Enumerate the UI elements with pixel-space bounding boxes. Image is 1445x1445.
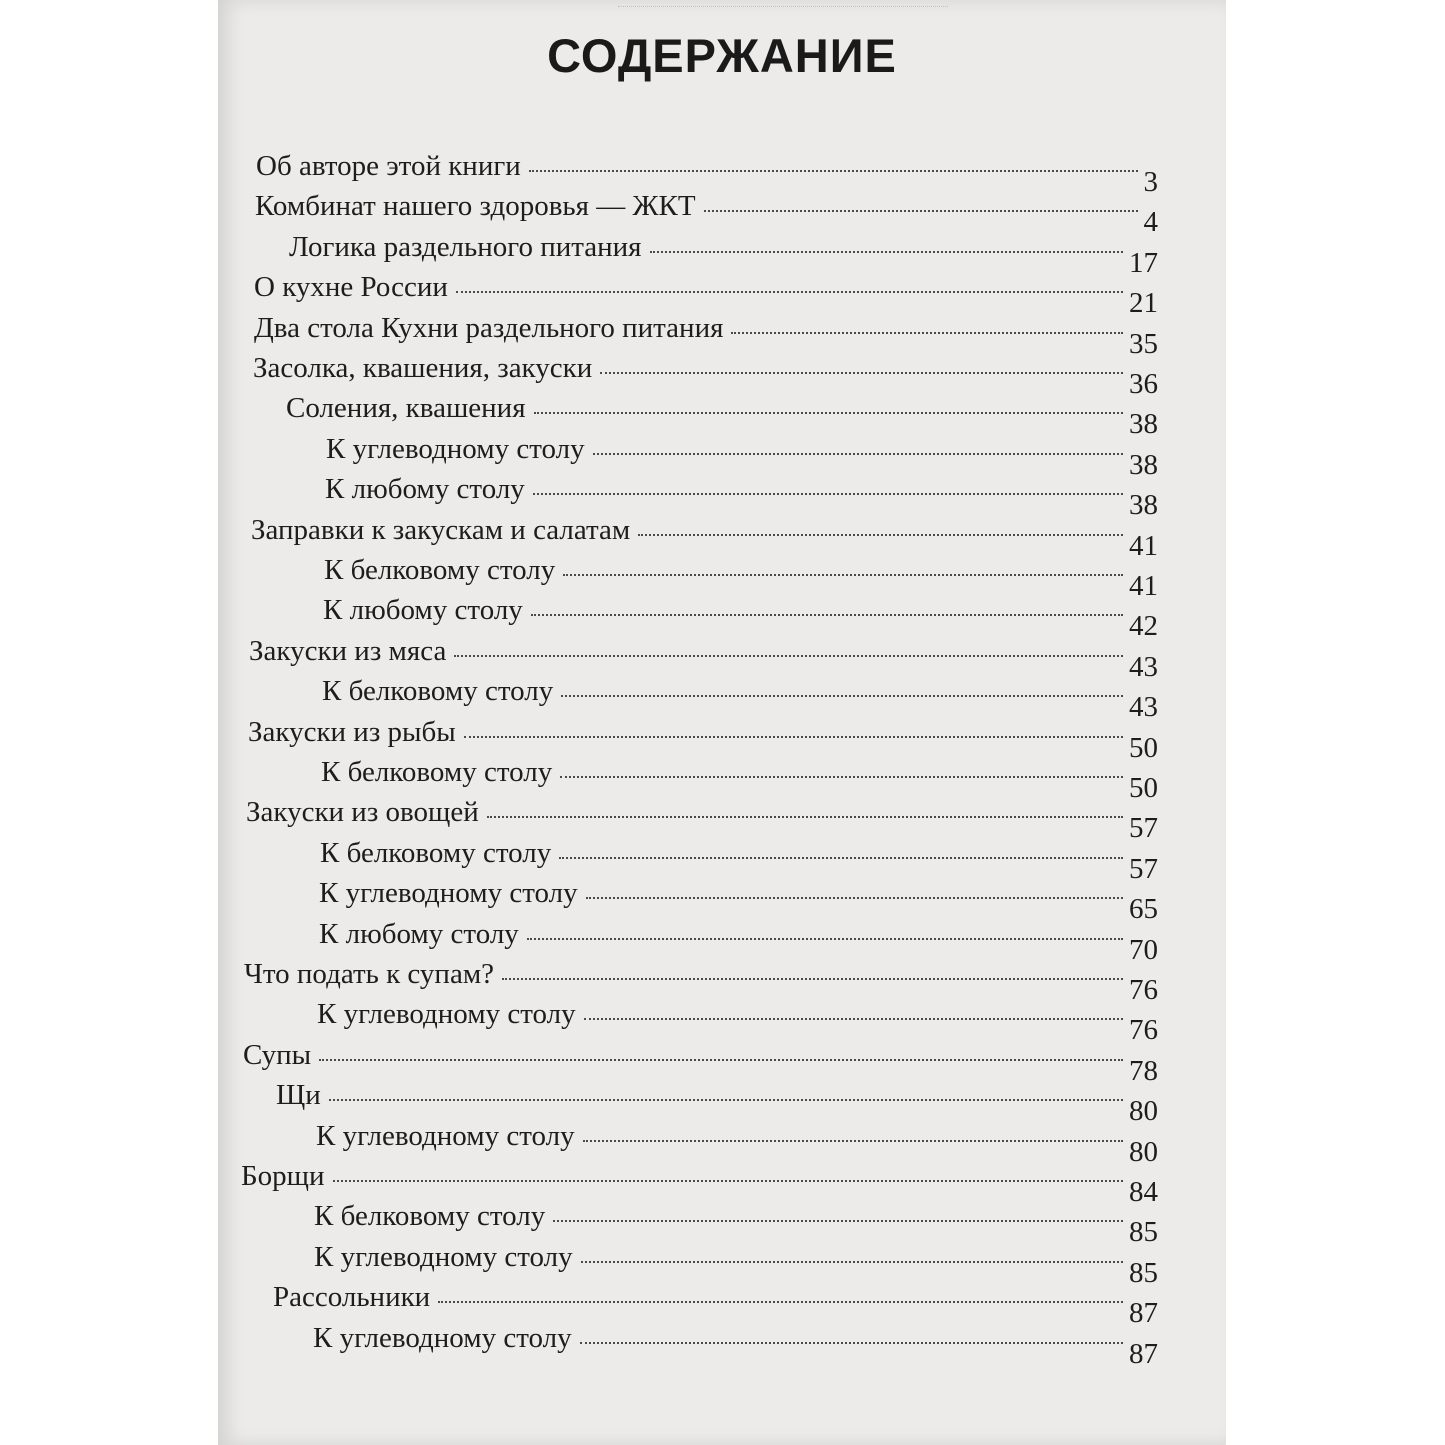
toc-entry-label: К любому столу [325,473,525,506]
dot-leader [581,1261,1123,1263]
toc-entry-label: Комбинат нашего здоровья — ЖКТ [255,190,696,223]
toc-entry [314,1200,1158,1249]
toc-entry-page: 38 [1129,448,1158,481]
toc-entry [243,1038,1158,1087]
dot-leader [319,1059,1123,1061]
toc-entry-label: К белковому столу [320,836,552,869]
toc-entry [316,1119,1158,1168]
toc-entry-label: Рассольники [273,1281,431,1314]
toc-entry [255,190,1158,239]
toc-entry [324,554,1158,602]
toc-entry-label: Супы [243,1038,312,1071]
toc-entry-page: 4 [1143,206,1158,239]
toc-entry-label: Два стола Кухни раздельного питания [254,311,724,344]
toc-entry-label: Щи [276,1079,321,1112]
toc-entry [254,271,1158,320]
page-title: СОДЕРЖАНИЕ [547,29,897,82]
dot-leader [454,655,1123,657]
toc-entry-label: Что подать к супам? [244,958,495,990]
dot-leader [704,210,1138,212]
toc-entry-page: 38 [1129,408,1158,441]
toc-entry [314,1240,1158,1289]
toc-entry-label: Борщи [241,1160,325,1192]
toc-entry [244,958,1158,1006]
toc-entry-page: 43 [1129,691,1158,724]
dot-leader [534,412,1123,414]
toc-entry [325,473,1158,522]
dot-leader [583,1140,1123,1142]
dot-leader [329,1099,1123,1101]
toc-entry-page: 76 [1129,1014,1158,1047]
dot-leader [600,372,1123,374]
toc-entry [286,392,1158,441]
dot-leader [527,938,1123,940]
toc-entry [253,352,1158,400]
toc-entry [249,634,1158,683]
dot-leader [456,291,1123,293]
toc-entry-page: 41 [1129,529,1158,562]
toc-entry-page: 80 [1129,1135,1158,1168]
toc-entry-label: О кухне России [254,271,448,304]
toc-entry-page: 21 [1129,287,1158,320]
toc-entry-page: 84 [1129,1176,1158,1208]
toc-entry-page: 85 [1129,1216,1158,1249]
toc-entry-label: К любому столу [323,594,523,627]
toc-entry [322,675,1158,724]
dot-leader [560,776,1123,778]
toc-entry-label: Закуски из мяса [249,634,447,667]
toc-entry-label: К углеводному столу [319,877,578,910]
toc-entry [320,836,1158,885]
toc-entry-page: 42 [1129,610,1158,643]
dot-leader [563,574,1123,576]
dot-leader [529,170,1138,172]
dot-leader [531,614,1123,616]
toc-entry-page: 80 [1129,1095,1158,1128]
toc-entry-page: 70 [1129,933,1158,966]
dot-leader [593,453,1123,455]
dot-leader [650,251,1123,253]
dot-leader [561,695,1123,697]
toc-entry-page: 78 [1129,1054,1158,1087]
toc-entry-label: Соления, квашения [286,392,526,425]
toc-entry-page: 43 [1129,650,1158,683]
toc-entry [321,756,1158,804]
toc-entry-label: Об авторе этой книги [256,150,521,182]
toc-entry-page: 35 [1129,327,1158,360]
toc-entry-label: К белковому столу [321,756,553,788]
book-page [218,0,1226,1445]
toc-entry-label: Закуски из овощей [246,796,479,829]
toc-entry-label: К углеводному столу [317,998,576,1031]
dot-leader [533,493,1123,495]
dot-leader [438,1301,1123,1303]
toc-entry-label: К любому столу [319,917,519,950]
toc-entry-page: 50 [1129,731,1158,764]
dot-leader [553,1220,1123,1222]
toc-entry [276,1079,1158,1128]
toc-entry-page: 76 [1129,974,1158,1006]
toc-entry-page: 41 [1129,570,1158,602]
toc-entry-label: К углеводному столу [313,1321,572,1354]
toc-entry [256,150,1158,198]
toc-entry-page: 3 [1143,166,1158,198]
dot-leader [638,534,1123,536]
toc-entry-label: Засолка, квашения, закуски [253,352,593,384]
toc-entry-page: 85 [1129,1256,1158,1289]
toc-entry-label: К белковому столу [322,675,554,708]
toc-entry [246,796,1158,845]
toc-entry-page: 57 [1129,812,1158,845]
toc-entry [273,1281,1158,1330]
toc-entry [254,311,1158,360]
toc-entry [289,230,1158,279]
toc-entry-page: 17 [1129,246,1158,279]
dot-leader [731,332,1123,334]
toc-entry [319,877,1158,926]
toc-entry-label: К углеводному столу [316,1119,575,1152]
toc-entry [313,1321,1158,1370]
toc-entry-page: 87 [1129,1337,1158,1370]
toc-entry-page: 65 [1129,893,1158,926]
toc-entry-page: 36 [1129,368,1158,400]
dot-leader [464,736,1123,738]
toc-entry-label: Закуски из рыбы [248,715,456,748]
toc-entry-page: 38 [1129,489,1158,522]
toc-entry [251,513,1158,562]
toc-entry-label: К углеводному столу [326,432,585,465]
toc-entry-page: 87 [1129,1297,1158,1330]
dot-leader [584,1018,1123,1020]
dot-leader [586,897,1123,899]
toc-entry [326,432,1158,481]
dot-leader [333,1180,1123,1182]
toc-entry-label: К белковому столу [324,554,556,586]
toc-entry-page: 50 [1129,772,1158,804]
dot-leader [580,1342,1123,1344]
dot-leader [502,978,1123,980]
toc-entry [248,715,1158,764]
dot-leader [487,816,1123,818]
toc-entry [323,594,1158,643]
toc-entry-label: Заправки к закускам и салатам [251,513,631,546]
toc-entry-page: 57 [1129,852,1158,885]
toc-entry-label: К углеводному столу [314,1240,573,1273]
toc-entry [319,917,1158,966]
toc-entry-label: К белковому столу [314,1200,546,1233]
dot-leader [559,857,1123,859]
toc-entry-label: Логика раздельного питания [289,230,642,263]
toc-entry [317,998,1158,1047]
toc-entry [241,1160,1158,1208]
bleed-through-text [618,0,948,7]
